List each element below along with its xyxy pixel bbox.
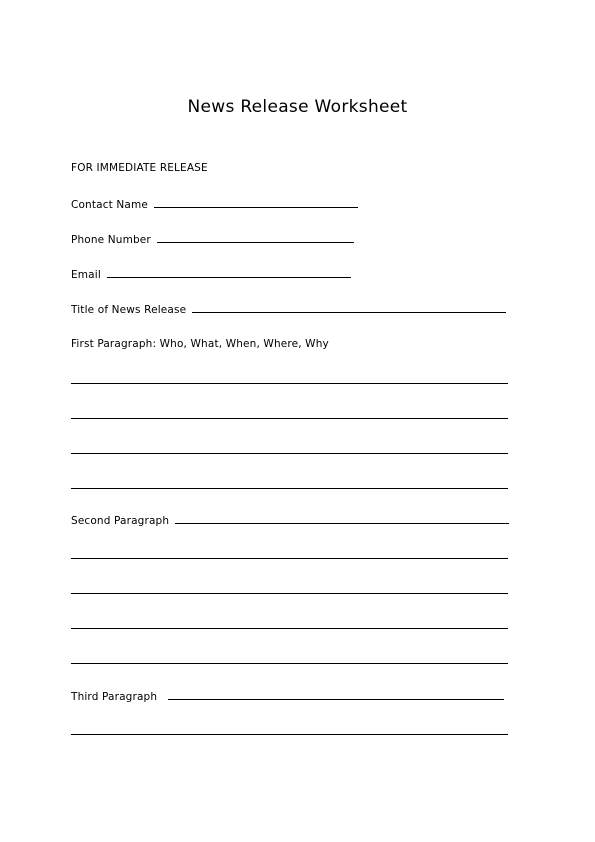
second-paragraph-label: Second Paragraph xyxy=(71,515,170,527)
first-paragraph-label: First Paragraph: Who, What, When, Where, Why xyxy=(71,338,329,350)
release-title-field[interactable] xyxy=(192,302,506,313)
phone-number-field[interactable] xyxy=(157,232,354,243)
page-title: News Release Worksheet xyxy=(187,97,408,117)
phone-number-row xyxy=(71,232,354,247)
email-field[interactable] xyxy=(107,267,351,278)
second-paragraph-line[interactable] xyxy=(71,628,508,629)
contact-name-field[interactable] xyxy=(154,197,358,208)
second-paragraph-line[interactable] xyxy=(71,663,508,664)
phone-number-label: Phone Number xyxy=(71,234,151,246)
third-paragraph-label: Third Paragraph xyxy=(71,691,158,703)
release-title-label: Title of News Release xyxy=(71,304,187,316)
release-notice: FOR IMMEDIATE RELEASE xyxy=(71,162,208,174)
third-paragraph-row xyxy=(71,689,504,704)
second-paragraph-line[interactable] xyxy=(71,593,508,594)
first-paragraph-line[interactable] xyxy=(71,383,508,384)
release-title-row xyxy=(71,302,506,317)
email-row xyxy=(71,267,351,282)
third-paragraph-line[interactable] xyxy=(71,734,508,735)
second-paragraph-line[interactable] xyxy=(71,558,508,559)
third-paragraph-field[interactable] xyxy=(168,689,504,700)
first-paragraph-line[interactable] xyxy=(71,453,508,454)
second-paragraph-field[interactable] xyxy=(175,513,509,524)
contact-name-row xyxy=(71,197,358,212)
email-label: Email xyxy=(71,269,101,281)
contact-name-label: Contact Name xyxy=(71,199,148,211)
first-paragraph-line[interactable] xyxy=(71,418,508,419)
first-paragraph-line[interactable] xyxy=(71,488,508,489)
second-paragraph-row xyxy=(71,513,509,528)
